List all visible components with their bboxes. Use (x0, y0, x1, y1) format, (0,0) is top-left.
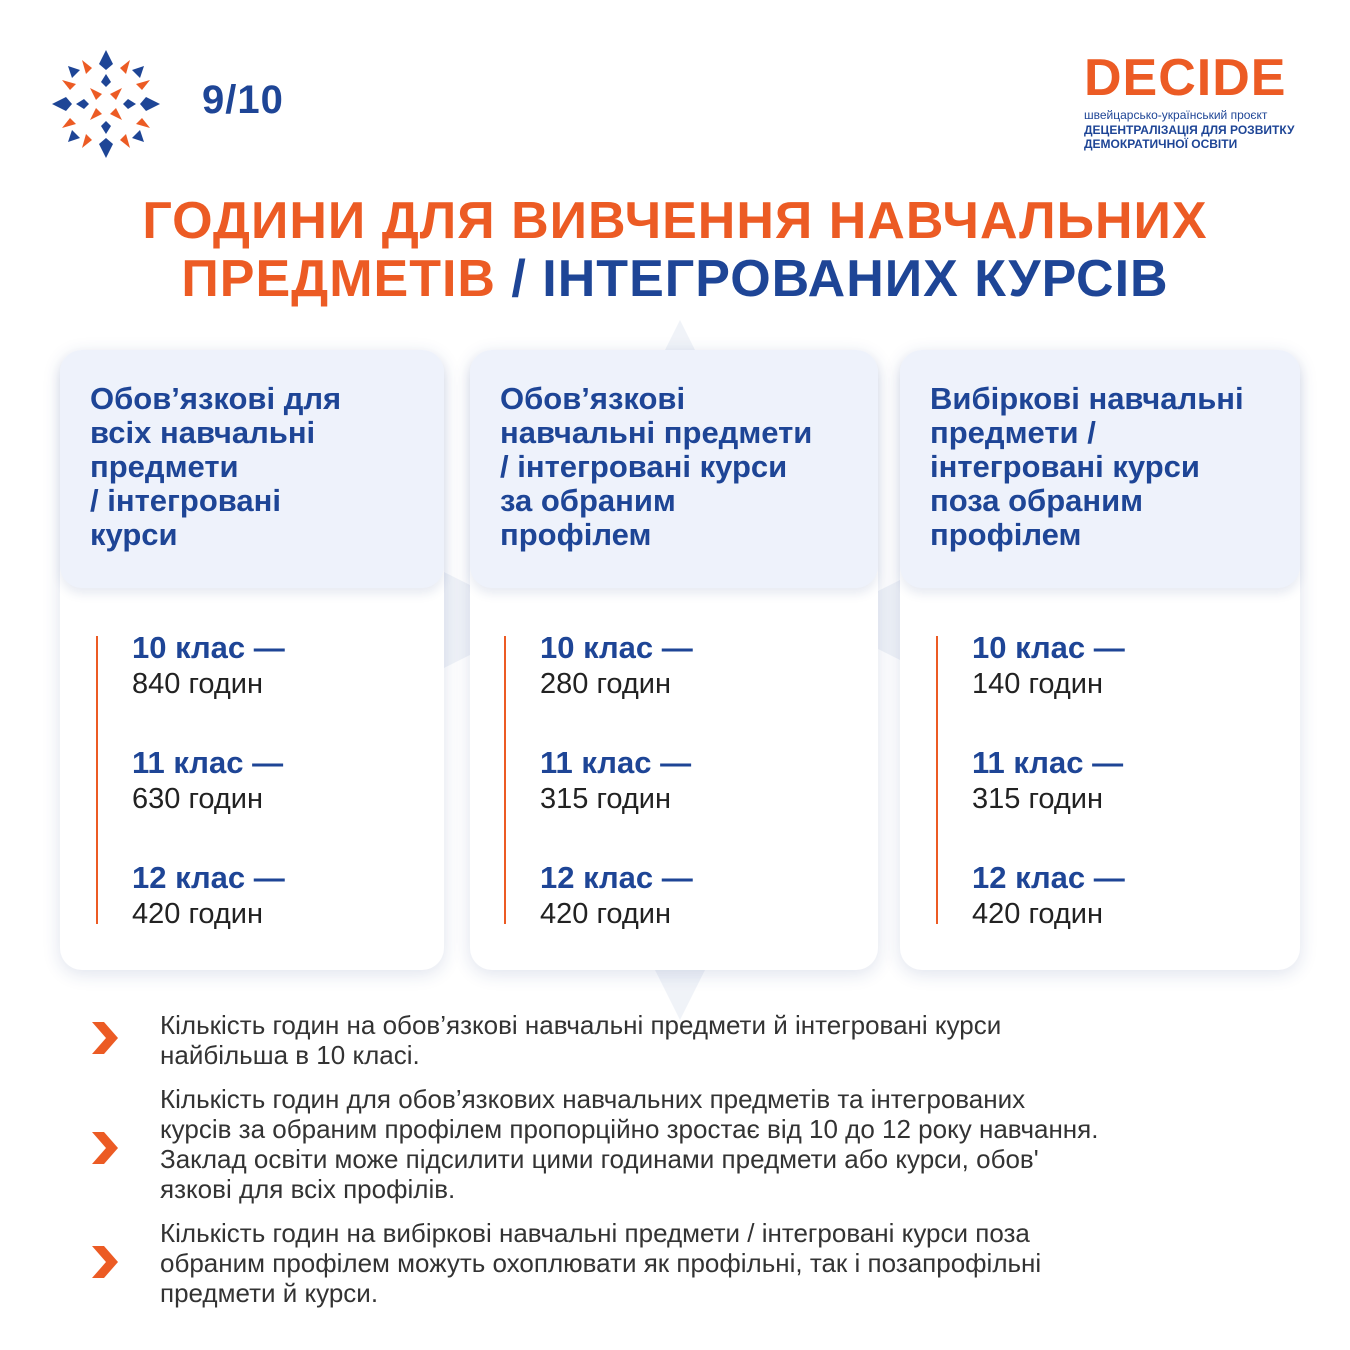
grade-label: 11 клас (540, 745, 652, 780)
card-title-line: Вибіркові навчальні (930, 381, 1244, 416)
grade-label: 10 клас (972, 630, 1086, 665)
hours-value: 420 годин (132, 898, 264, 930)
note-item (160, 1010, 1310, 1070)
hours-value: 420 годин (972, 898, 1104, 930)
grade-dash: — (1085, 630, 1125, 665)
card-title-line: за обраним (500, 483, 676, 518)
card-header (470, 350, 878, 588)
title-line-2-blue: / ІНТЕГРОВАНИХ КУРСІВ (495, 250, 1169, 308)
note-line: язкові для всіх профілів. (160, 1174, 456, 1204)
note-line: обраним профілем можуть охоплювати як профільні, так і позапрофільні (160, 1248, 1042, 1278)
decide-snowflake-logo-icon (52, 50, 160, 158)
note-line: Кількість годин на обов’язкові навчальні предмети й інтегровані курси (160, 1010, 1002, 1040)
hours-list (540, 630, 693, 975)
hours-list (132, 630, 285, 975)
hours-value: 420 годин (540, 898, 672, 930)
card-title (500, 382, 864, 552)
note-line: Кількість годин для обов’язкових навчальних предметів та інтегрованих (160, 1084, 1026, 1114)
hours-value: 315 годин (540, 783, 672, 815)
grade-dash: — (243, 745, 284, 780)
card-title-line: / інтегровані (90, 483, 281, 518)
note-line: курсів за обраним профілем пропорційно зростає від 10 до 12 року навчання. (160, 1114, 1099, 1144)
card-title-line: навчальні предмети (500, 415, 813, 450)
hours-entry (972, 630, 1125, 745)
hours-value: 315 годин (972, 783, 1104, 815)
hours-entry (132, 630, 285, 745)
hours-entry (972, 745, 1125, 860)
hours-entry (972, 860, 1125, 975)
grade-dash: — (653, 860, 693, 895)
accent-bar (504, 636, 506, 924)
card-title-line: профілем (500, 517, 652, 552)
hours-value: 280 годин (540, 668, 672, 700)
hours-list (972, 630, 1125, 975)
note-line: найбільша в 10 класі. (160, 1040, 420, 1070)
hours-value: 840 годин (132, 668, 264, 700)
brand-tagline-line2: ДЕМОКРАТИЧНОЇ ОСВІТИ (1084, 137, 1238, 151)
chevron-right-icon (88, 1022, 120, 1054)
card-title (90, 382, 430, 552)
grade-dash: — (651, 745, 692, 780)
grade-dash: — (1085, 860, 1125, 895)
brand-block (1084, 50, 1298, 151)
page-title (0, 192, 1350, 308)
note-line: Заклад освіти може підсилити цими годинами предмети або курси, обов' (160, 1144, 1039, 1174)
card-title-line: Обов’язкові для (90, 381, 342, 416)
grade-label: 12 клас (540, 860, 654, 895)
title-line-2 (0, 250, 1350, 308)
hours-entry (540, 745, 693, 860)
hours-value: 630 годин (132, 783, 264, 815)
card-title (930, 382, 1286, 552)
grade-label: 11 клас (972, 745, 1084, 780)
chevron-right-icon (88, 1246, 120, 1278)
card-title-line: / інтегровані курси (500, 449, 788, 484)
note-item (160, 1084, 1310, 1204)
card-title-line: всіх навчальні (90, 415, 316, 450)
hours-value: 140 годин (972, 668, 1104, 700)
card-title-line: предмети (90, 449, 239, 484)
grade-dash: — (245, 860, 285, 895)
accent-bar (936, 636, 938, 924)
brand-subtitle: швейцарсько-український проєкт (1084, 108, 1268, 122)
grade-label: 11 клас (132, 745, 244, 780)
grade-dash: — (653, 630, 693, 665)
title-line-1: ГОДИНИ ДЛЯ ВИВЧЕННЯ НАВЧАЛЬНИХ (142, 192, 1208, 250)
card-title-line: Обов’язкові (500, 381, 686, 416)
grade-label: 10 клас (540, 630, 654, 665)
card-mandatory-all (60, 350, 444, 970)
page-counter: 9/10 (202, 78, 284, 122)
grade-label: 10 клас (132, 630, 246, 665)
card-header (60, 350, 444, 588)
brand-name: DECIDE (1084, 49, 1287, 107)
chevron-right-icon (88, 1132, 120, 1164)
card-title-line: інтегровані курси (930, 449, 1200, 484)
accent-bar (96, 636, 98, 924)
grade-dash: — (1083, 745, 1124, 780)
brand-tagline-line1: ДЕЦЕНТРАЛІЗАЦІЯ ДЛЯ РОЗВИТКУ (1084, 123, 1295, 137)
card-title-line: поза обраним (930, 483, 1144, 518)
card-mandatory-profile (470, 350, 878, 970)
card-elective-outside-profile (900, 350, 1300, 970)
title-line-2-orange: ПРЕДМЕТІВ (181, 250, 496, 308)
grade-label: 12 клас (132, 860, 246, 895)
grade-label: 12 клас (972, 860, 1086, 895)
card-title-line: предмети / (930, 415, 1096, 450)
hours-entry (540, 630, 693, 745)
note-line: Кількість годин на вибіркові навчальні предмети / інтегровані курси поза (160, 1218, 1030, 1248)
grade-dash: — (245, 630, 285, 665)
card-title-line: курси (90, 517, 178, 552)
card-header (900, 350, 1300, 588)
card-title-line: профілем (930, 517, 1082, 552)
hours-entry (540, 860, 693, 975)
note-line: предмети й курси. (160, 1278, 379, 1308)
note-item (160, 1218, 1310, 1308)
hours-entry (132, 860, 285, 975)
hours-entry (132, 745, 285, 860)
